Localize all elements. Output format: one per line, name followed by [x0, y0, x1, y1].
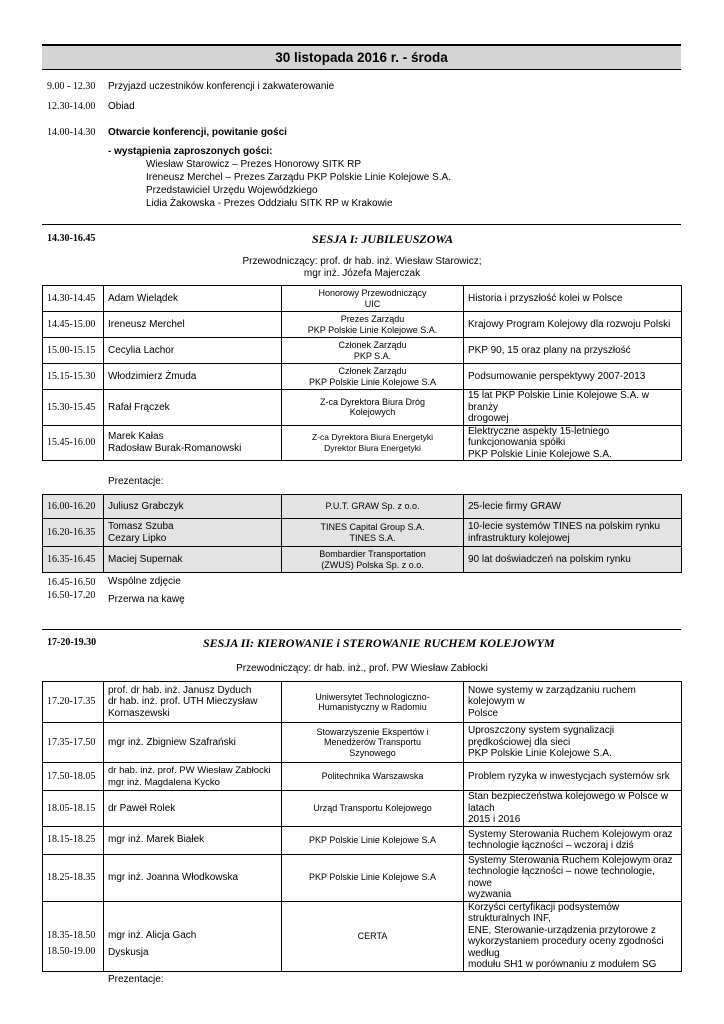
row-time: 16.00-16.20 [43, 495, 104, 519]
row-org: Z-ca Dyrektora Biura Dróg Kolejowych [282, 390, 464, 426]
row-time: 15.45-16.00 [43, 425, 104, 461]
table-row [43, 338, 682, 364]
row-topic: Elektryczne aspekty 15-letniego funkcjonowania spółki PKP Polskie Linie Kolejowe S.A. [464, 425, 682, 461]
row-org: Stowarzyszenie Ekspertów i Menedżerów Transportu Szynowego [282, 723, 464, 763]
row-org: Politechnika Warszawska [282, 763, 464, 791]
row-topic: 90 lat doświadczeń na polskim rynku [464, 547, 682, 573]
row-topic: Uproszczony system sygnalizacji prędkościowej dla sieci PKP Polskie Linie Kolejowe S.A. [464, 723, 682, 763]
row-org: Bombardier Transportation (ZWUS) Polska Sp. z o.o. [282, 547, 464, 573]
row-org: TINES Capital Group S.A. TINES S.A. [282, 519, 464, 547]
session2-table [42, 681, 682, 972]
row-speaker: mgr inż. Alicja Gach [104, 901, 282, 971]
row-time: 16.35-16.45 [43, 547, 104, 573]
row-topic: Podsumowanie perspektywy 2007-2013 [464, 364, 682, 390]
row-topic: Nowe systemy w zarządzaniu ruchem kolejowym w Polsce [464, 682, 682, 723]
row-org: Urząd Transportu Kolejowego [282, 791, 464, 827]
row-time: 18.25-18.35 [43, 854, 104, 901]
row-speaker: mgr inż. Zbigniew Szafrański [104, 723, 282, 763]
row-speaker: Marek Kałas Radosław Burak-Romanowski [104, 425, 282, 461]
row-topic: PKP 90, 15 oraz plany na przyszłość [464, 338, 682, 364]
session1-chair-2: mgr inż. Józefa Majerczak [303, 268, 421, 279]
divider-2 [42, 629, 681, 630]
guest-4: Lidia Żakowska - Prezes Oddziału SITK RP w Krakowie [146, 198, 393, 209]
row-speaker: Maciej Supernak [104, 547, 282, 573]
row-topic: 15 lat PKP Polskie Linie Kolejowe S.A. w branży drogowej [464, 390, 682, 426]
opening-time-3: 14.00-14.30 [47, 127, 96, 138]
row-speaker: dr hab. inż. prof. PW Wiesław Zabłocki mgr inż. Magdalena Kycko [104, 763, 282, 791]
row-org: Członek Zarządu PKP Polskie Linie Kolejowe S.A [282, 364, 464, 390]
row-speaker: mgr inż. Marek Białek [104, 826, 282, 854]
row-time: 16.20-16.35 [43, 519, 104, 547]
row-org: Prezes Zarządu PKP Polskie Linie Kolejowe S.A. [282, 312, 464, 338]
table-row [43, 682, 682, 723]
session1-table [42, 285, 682, 461]
guest-1: Wiesław Starowicz – Prezes Honorowy SITK RP [146, 159, 362, 170]
session1-after-text-2: Przerwa na kawę [108, 594, 185, 605]
row-org: Uniwersytet Technologiczno- Humanistyczny w Radomiu [282, 682, 464, 723]
table-row [43, 826, 682, 854]
guest-2: Ireneusz Merchel – Prezes Zarządu PKP Polskie Linie Kolejowe S.A. [146, 172, 451, 183]
session2-time: 17-20-19.30 [47, 637, 97, 648]
row-speaker: Ireneusz Merchel [104, 312, 282, 338]
opening-text-3: Otwarcie konferencji, powitanie gości [108, 127, 287, 138]
opening-text-1: Przyjazd uczestników konferencji i zakwaterowanie [108, 81, 335, 92]
row-speaker: Rafał Frączek [104, 390, 282, 426]
row-time: 15.15-15.30 [43, 364, 104, 390]
row-speaker: Tomasz Szuba Cezary Lipko [104, 519, 282, 547]
row-time: 14.30-14.45 [43, 286, 104, 312]
divider-1 [42, 224, 681, 225]
row-topic: Systemy Sterowania Ruchem Kolejowym oraz technologie łączności – wczoraj i dziś [464, 826, 682, 854]
session1-after-time-1: 16.45-16.50 [47, 577, 96, 588]
row-topic: 10-lecie systemów TINES na polskim rynku infrastruktury kolejowej [464, 519, 682, 547]
row-speaker: mgr inż. Joanna Włodkowska [104, 854, 282, 901]
table-row [43, 390, 682, 426]
table-row [43, 364, 682, 390]
row-time: 17.35-17.50 [43, 723, 104, 763]
row-topic: Problem ryzyka w inwestycjach systemów srk [464, 763, 682, 791]
row-time: 15.00-15.15 [43, 338, 104, 364]
row-org: Honorowy Przewodniczący UIC [282, 286, 464, 312]
row-time: 17.20-17.35 [43, 682, 104, 723]
session1-after-text-1: Wspólne zdjęcie [108, 576, 181, 587]
row-topic: Systemy Sterowania Ruchem Kolejowym oraz technologie łączności – nowe technologie, nowe wyzwania [464, 854, 682, 901]
guest-3: Przedstawiciel Urzędu Wojewódzkiego [146, 185, 318, 196]
row-speaker: Juliusz Grabczyk [104, 495, 282, 519]
table-row [43, 495, 682, 519]
session1-chair-1: Przewodniczący: prof. dr hab. inż. Wiesław Starowicz; [242, 256, 482, 267]
row-speaker: dr Paweł Rolek [104, 791, 282, 827]
table-row [43, 547, 682, 573]
table-row [43, 791, 682, 827]
row-speaker: Włodzimierz Żmuda [104, 364, 282, 390]
row-org: Z-ca Dyrektora Biura Energetyki Dyrektor Biura Energetyki [282, 425, 464, 461]
day-header [42, 44, 681, 70]
table-row [43, 519, 682, 547]
session2-after-text-1: Dyskusja [108, 947, 149, 958]
opening-time-2: 12.30-14.00 [47, 101, 96, 112]
table-row [43, 901, 682, 971]
table-row [43, 854, 682, 901]
table-row [43, 723, 682, 763]
table-row [43, 312, 682, 338]
row-topic: Stan bezpieczeństwa kolejowego w Polsce w latach 2015 i 2016 [464, 791, 682, 827]
row-time: 17.50-18.05 [43, 763, 104, 791]
table-row [43, 763, 682, 791]
row-speaker: Adam Wielądek [104, 286, 282, 312]
row-time: 14.45-15.00 [43, 312, 104, 338]
table-row [43, 286, 682, 312]
table-row [43, 425, 682, 461]
opening-text-2: Obiad [108, 101, 135, 112]
row-time: 18.35-18.50 [43, 901, 104, 971]
session1-title: SESJA I: JUBILEUSZOWA [312, 232, 454, 246]
session2-chair: Przewodniczący: dr hab. inż., prof. PW Wiesław Zabłocki [236, 663, 488, 674]
session1-time: 14.30-16.45 [47, 233, 96, 244]
guests-heading: - wystąpienia zaproszonych gości: [108, 146, 273, 157]
row-org: Członek Zarządu PKP S.A. [282, 338, 464, 364]
row-speaker: Cecylia Lachor [104, 338, 282, 364]
row-org: CERTA [282, 901, 464, 971]
row-time: 18.05-18.15 [43, 791, 104, 827]
session2-presentations-label: Prezentacje: [108, 974, 164, 985]
row-time: 15.30-15.45 [43, 390, 104, 426]
session2-after-time-1: 18.50-19.00 [47, 946, 96, 957]
row-topic: 25-lecie firmy GRAW [464, 495, 682, 519]
row-org: PKP Polskie Linie Kolejowe S.A [282, 826, 464, 854]
session1-presentations-label: Prezentacje: [108, 476, 164, 487]
row-org: PKP Polskie Linie Kolejowe S.A [282, 854, 464, 901]
opening-time-1: 9.00 - 12.30 [47, 81, 96, 92]
row-topic: Krajowy Program Kolejowy dla rozwoju Polski [464, 312, 682, 338]
session1-presentations-table [42, 494, 682, 573]
row-speaker: prof. dr hab. inż. Janusz Dyduch dr hab. inż. prof. UTH Mieczysław Kornaszewski [104, 682, 282, 723]
session2-title: SESJA II: KIEROWANIE i STEROWANIE RUCHEM KOLEJOWYM [203, 636, 555, 650]
day-header-text: 30 listopada 2016 r. - środa [275, 50, 448, 65]
row-time: 18.15-18.25 [43, 826, 104, 854]
row-org: P.U.T. GRAW Sp. z o.o. [282, 495, 464, 519]
row-topic: Korzyści certyfikacji podsystemów strukturalnych INF, ENE, Sterowanie-urządzenia przytorowe z wykorzystaniem procedury oceny zgodności według modułu SH1 w porównaniu z modułem SG [464, 901, 682, 971]
session1-after-time-2: 16.50-17.20 [47, 590, 96, 601]
row-topic: Historia i przyszłość kolei w Polsce [464, 286, 682, 312]
